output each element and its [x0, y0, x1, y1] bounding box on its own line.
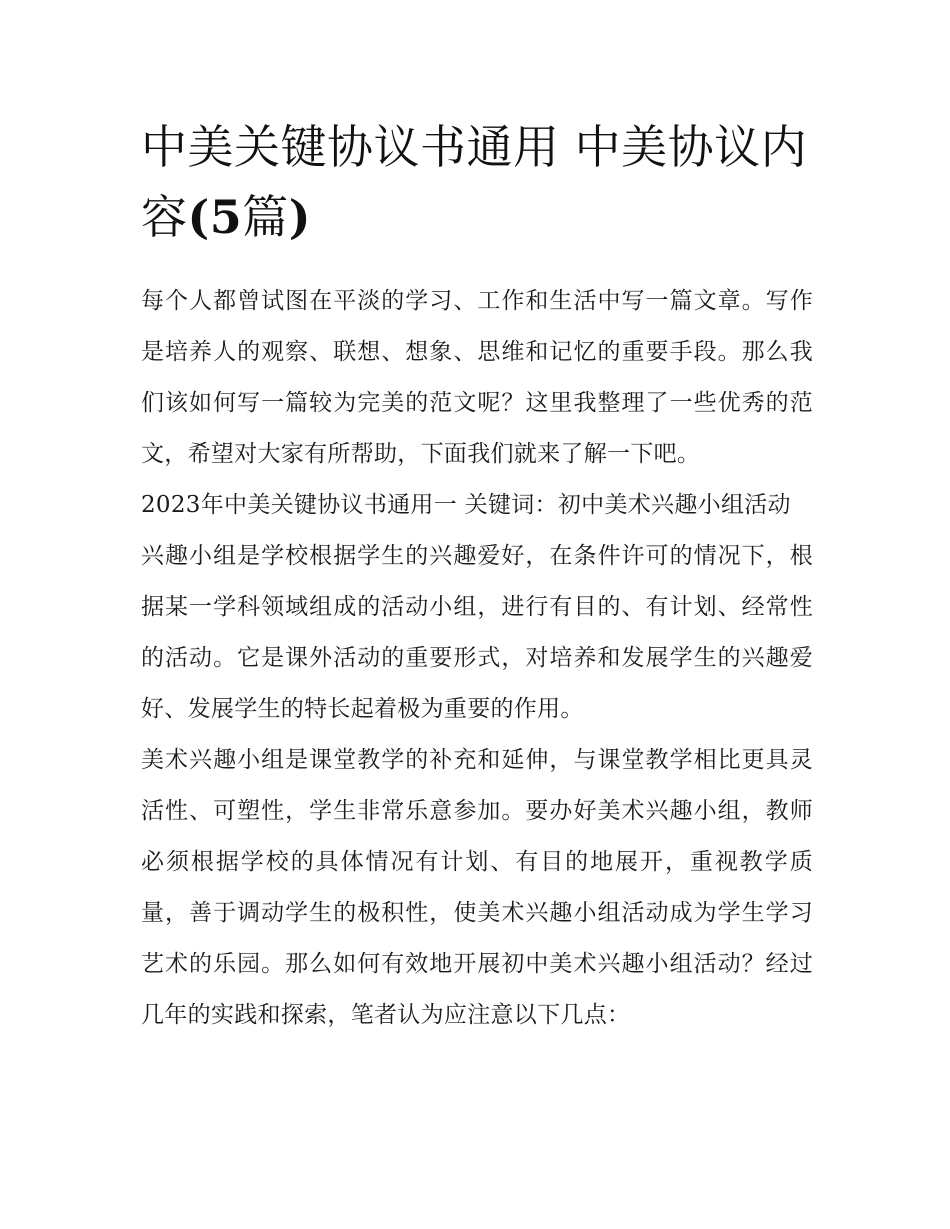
intro-paragraph: 每个人都曾试图在平淡的学习、工作和生活中写一篇文章。写作是培养人的观察、联想、想象、思维和记忆的重要手段。那么我们该如何写一篇较为完美的范文呢？这里我整理了一些优秀的范文，希望对大家有所帮助，下面我们就来了解一下吧。	[141, 288, 813, 467]
document-body	[141, 276, 813, 1041]
document-page	[141, 112, 813, 1041]
section-heading-paragraph: 2023年中美关键协议书通用一 关键词：初中美术兴趣小组活动	[141, 492, 791, 518]
body-paragraph-2: 美术兴趣小组是课堂教学的补充和延伸，与课堂教学相比更具灵活性、可塑性，学生非常乐意参加。要办好美术兴趣小组，教师必须根据学校的具体情况有计划、有目的地展开，重视教学质量，善于调动学生的极积性，使美术兴趣小组活动成为学生学习艺术的乐园。那么如何有效地开展初中美术兴趣小组活动？经过几年的实践和探索，笔者认为应注意以下几点：	[141, 747, 813, 1028]
title-count-open: (5	[187, 190, 243, 244]
title-count-close: )	[288, 190, 312, 244]
body-paragraph-1: 兴趣小组是学校根据学生的兴趣爱好，在条件许可的情况下，根据某一学科领域组成的活动小组，进行有目的、有计划、经常性的活动。它是课外活动的重要形式，对培养和发展学生的兴趣爱好、发展学生的特长起着极为重要的作用。	[141, 543, 813, 722]
document-title	[141, 112, 813, 252]
title-text: 中美关键协议书通用 中美协议内容	[141, 120, 808, 244]
title-count-unit: 篇	[242, 190, 289, 244]
